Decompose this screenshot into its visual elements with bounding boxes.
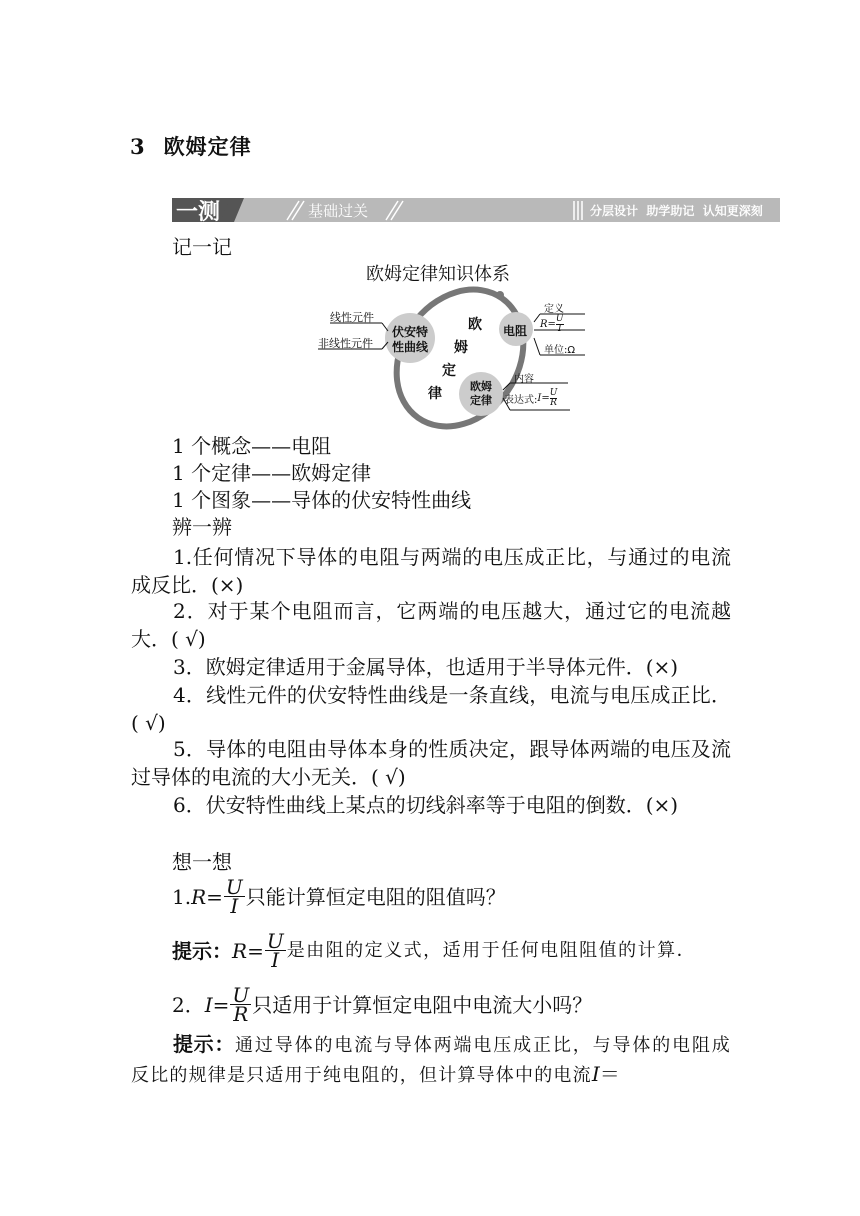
summary-line-graph: 1 个图象——导体的伏安特性曲线 bbox=[172, 488, 472, 512]
law-formula-num: U bbox=[549, 388, 558, 398]
center-char-2: 姆 bbox=[454, 340, 468, 356]
resistance-formula-lhs: R= bbox=[540, 319, 556, 330]
banner-section: 基础过关 bbox=[308, 202, 369, 220]
q1-lhs: R bbox=[191, 884, 207, 909]
q2-prefix: 2． bbox=[172, 992, 205, 1017]
think-answer-1 bbox=[172, 929, 697, 972]
resistance-formula-den: I bbox=[557, 324, 562, 334]
section-title: 欧姆定律 bbox=[163, 135, 252, 159]
think-question-2 bbox=[172, 983, 593, 1026]
judge-item-5: 5．导体的电阻由导体本身的性质决定，跟导体两端的电压及流过导体的电流的大小无关．( √) bbox=[131, 737, 731, 789]
a1-text: 是由阻的定义式，适用于任何电阻阻值的计算． bbox=[286, 939, 697, 961]
a1-lhs: R bbox=[232, 938, 248, 963]
curve-node bbox=[388, 325, 432, 355]
a2-label: 提示： bbox=[173, 1032, 235, 1056]
a2-text: 通过导体的电流与导体两端电压成正比，与导体的电阻成反比的规律是只适用于纯电阻的，但计算导体中的电流 bbox=[131, 1035, 731, 1086]
resistance-item-definition: 定义 bbox=[544, 304, 564, 315]
law-node bbox=[463, 380, 499, 408]
law-formula bbox=[504, 389, 557, 408]
q1-fraction bbox=[224, 875, 245, 918]
q1-den: I bbox=[230, 894, 239, 918]
judge-item-4: 4．线性元件的伏安特性曲线是一条直线，电流与电压成正比．( √) bbox=[131, 683, 731, 735]
law-formula-den: R bbox=[550, 398, 557, 408]
banner-tagline: 分层设计 助学助记 认知更深刻 bbox=[590, 204, 763, 218]
a1-label: 提示： bbox=[172, 938, 232, 963]
curve-item-nonlinear: 非线性元件 bbox=[318, 337, 373, 350]
think-label: 想一想 bbox=[172, 850, 232, 874]
q1-num: U bbox=[225, 875, 243, 899]
a1-den: I bbox=[271, 948, 280, 972]
judge-item-1: 1.任何情况下导体的电阻与两端的电压成正比，与通过的电流成反比．(×) bbox=[131, 545, 731, 597]
a1-fraction bbox=[265, 929, 286, 972]
judge-item-2: 2．对于某个电阻而言，它两端的电压越大，通过它的电流越大．( √) bbox=[131, 599, 731, 651]
center-char-1: 欧 bbox=[468, 317, 482, 333]
law-formula-lhs: I= bbox=[537, 393, 550, 404]
section-banner bbox=[172, 198, 780, 225]
judge-label: 辨一辨 bbox=[172, 515, 232, 539]
q2-eq: = bbox=[212, 992, 230, 1017]
a2-tail-eq: ＝ bbox=[599, 1062, 620, 1086]
resistance-formula bbox=[540, 315, 564, 334]
diagram-title: 欧姆定律知识体系 bbox=[366, 264, 510, 285]
law-item-content: 内容 bbox=[514, 374, 534, 385]
banner-badge: 一测 bbox=[176, 200, 221, 225]
knowledge-diagram bbox=[300, 258, 590, 430]
q2-text: 只适用于计算恒定电阻中电流大小吗？ bbox=[252, 992, 593, 1017]
summary-line-concept: 1 个概念——电阻 bbox=[172, 434, 332, 458]
resistance-item-unit: 单位:Ω bbox=[544, 345, 576, 356]
law-node-line1: 欧姆 bbox=[470, 380, 492, 393]
q2-lhs: I bbox=[204, 992, 213, 1017]
remember-label: 记一记 bbox=[172, 235, 232, 259]
a1-num: U bbox=[266, 929, 284, 953]
q1-eq: = bbox=[206, 884, 223, 909]
judge-item-3: 3．欧姆定律适用于金属导体，也适用于半导体元件．(×) bbox=[173, 655, 679, 679]
law-formula-label: 表达式: bbox=[504, 395, 538, 406]
curve-item-linear: 线性元件 bbox=[330, 311, 374, 324]
think-question-1 bbox=[172, 875, 506, 918]
center-char-3: 定 bbox=[442, 363, 456, 379]
q2-num: U bbox=[232, 983, 250, 1007]
page-title bbox=[130, 131, 252, 161]
resistance-node: 电阻 bbox=[503, 324, 528, 338]
q1-prefix: 1. bbox=[172, 884, 192, 909]
q1-text: 只能计算恒定电阻的阻值吗？ bbox=[245, 884, 506, 909]
a1-eq: = bbox=[247, 938, 264, 963]
center-char-4: 律 bbox=[428, 386, 442, 402]
a2-tail: I bbox=[591, 1062, 600, 1086]
resistance-formula-num: U bbox=[555, 314, 564, 324]
section-number: 3 bbox=[130, 134, 146, 159]
think-answer-2 bbox=[131, 1030, 731, 1090]
curve-node-line2: 性曲线 bbox=[391, 340, 428, 354]
summary-line-law: 1 个定律——欧姆定律 bbox=[172, 461, 372, 485]
judge-item-6: 6．伏安特性曲线上某点的切线斜率等于电阻的倒数．(×) bbox=[173, 793, 679, 817]
curve-node-line1: 伏安特 bbox=[391, 325, 428, 339]
q2-den: R bbox=[233, 1002, 249, 1026]
q2-fraction bbox=[230, 983, 251, 1026]
law-node-line2: 定律 bbox=[470, 394, 492, 407]
